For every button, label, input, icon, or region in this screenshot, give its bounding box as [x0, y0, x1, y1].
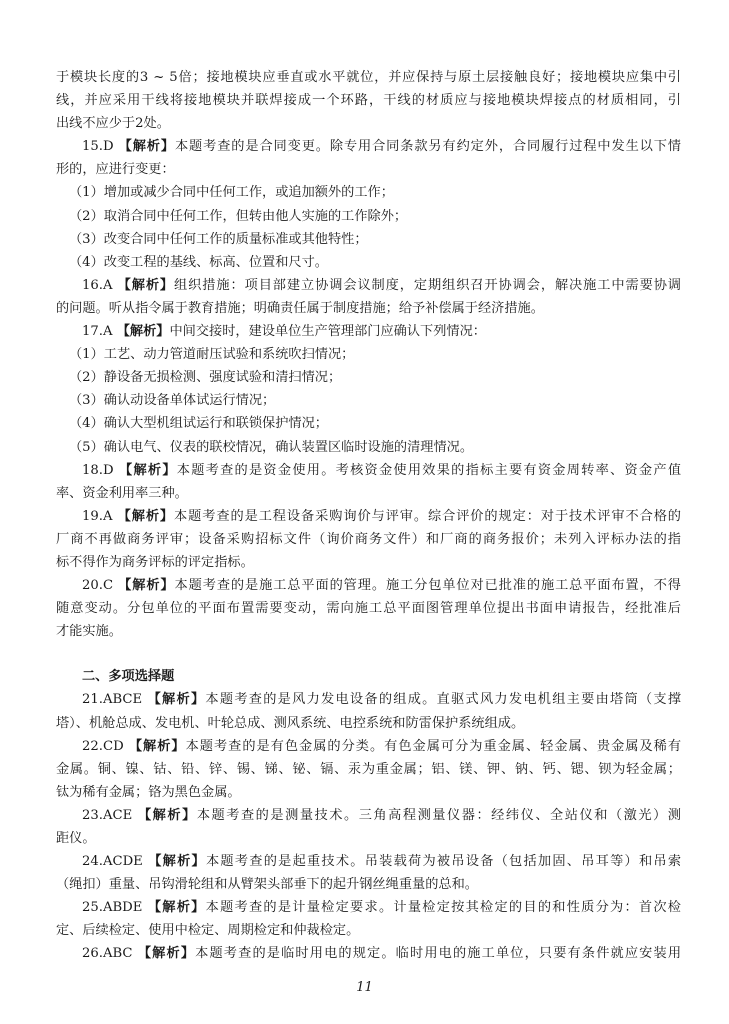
list-item: （4）确认大型机组试运行和联锁保护情况；: [69, 416, 328, 432]
text-line: 才能实施。: [56, 624, 122, 640]
text-line: 金属。铜、镍、钴、铅、锌、锡、锑、铋、镉、汞为重金属；铝、镁、钾、钠、钙、锶、钡为轻金属；: [56, 761, 681, 777]
text-line: 塔）、机舱总成、发电机、叶轮总成、测风系统、电控系统和防雷保护系统组成。: [56, 715, 525, 731]
text-line: 标不得作为商务评标的评定指标。: [56, 554, 254, 570]
list-item: （3）确认动设备单体试运行情况；: [69, 393, 276, 409]
analysis-tag: 【解析】: [128, 738, 186, 754]
list-item: （2）取消合同中任何工作，但转由他人实施的工作除外；: [69, 208, 408, 224]
answer-25: 25.ABDE 【解析】本题考查的是计量检定要求。计量检定按其检定的目的和性质分为：首次检: [82, 900, 681, 916]
text-line: 形的，应进行变更：: [56, 162, 175, 178]
list-item: （1）增加或减少合同中任何工作，或追加额外的工作；: [69, 185, 394, 201]
page-number: 11: [356, 980, 373, 995]
analysis-tag: 【解析】: [147, 692, 206, 708]
text-line: 定、后续检定、使用中检定、周期检定和仲裁检定。: [56, 923, 360, 939]
answer-23: 23.ACE 【解析】本题考查的是测量技术。三角高程测量仪器：经纬仪、全站仪和（激光）测: [82, 807, 681, 823]
text-line: 厂商不再做商务评审；设备采购招标文件（询价商务文件）和厂商的商务报价；未列入评标办法的指: [56, 531, 681, 547]
analysis-tag: 【解析】: [119, 462, 177, 478]
answer-24: 24.ACDE 【解析】本题考查的是起重技术。吊装载荷为被吊设备（包括加固、吊耳等）和吊索: [82, 854, 681, 870]
list-item: （3）改变合同中任何工作的质量标准或其他特性；: [69, 231, 368, 247]
text-line: 线，并应采用干线将接地模块并联焊接成一个环路，干线的材质应与接地模块焊接点的材质相同，引: [56, 93, 681, 109]
text-line: 的问题。听从指令属于教育措施；明确责任属于制度措施；给予补偿属于经济措施。: [56, 300, 544, 316]
analysis-tag: 【解析】: [137, 807, 197, 823]
analysis-tag: 【解析】: [147, 900, 206, 916]
list-item: （5）确认电气、仪表的联校情况，确认装置区临时设施的清理情况。: [69, 439, 474, 455]
answer-22: 22.CD 【解析】本题考查的是有色金属的分类。有色金属可分为重金属、轻金属、贵金属及稀有: [82, 738, 681, 754]
text-line: 出线不应少于2处。: [56, 116, 170, 132]
text-line: 于模块长度的3 ~ 5倍；接地模块应垂直或水平就位，并应保持与原土层接触良好；接地模块应集中引: [56, 70, 681, 85]
analysis-tag: 【解析】: [117, 277, 175, 293]
text-line: （绳扣）重量、吊钩滑轮组和从臂架头部垂下的起升钢丝绳重量的总和。: [56, 877, 478, 893]
text-line: 距仪。: [56, 831, 96, 846]
answer-20: 20.C 【解析】本题考查的是施工总平面的管理。施工分包单位对已批准的施工总平面布置，不得: [82, 578, 681, 594]
section-spacer: [56, 643, 681, 665]
answer-15: 15.D 【解析】本题考查的是合同变更。除专用合同条款另有约定外，合同履行过程中发生以下情: [82, 139, 681, 155]
answer-16: 16.A 【解析】组织措施：项目部建立协调会议制度，定期组织召开协调会，解决施工中需要协调: [82, 277, 681, 293]
analysis-tag: 【解析】: [116, 324, 170, 340]
list-item: （1）工艺、动力管道耐压试验和系统吹扫情况；: [69, 347, 355, 363]
analysis-tag: 【解析】: [148, 854, 206, 870]
section-heading: 二、多项选择题: [82, 669, 175, 685]
page-body: [56, 66, 681, 966]
answer-21: 21.ABCE 【解析】本题考查的是风力发电设备的组成。直驱式风力发电机组主要由塔筒（支撑: [82, 692, 681, 708]
answer-19: 19.A 【解析】本题考查的是工程设备采购询价与评审。综合评价的规定：对于技术评审不合格的: [82, 508, 681, 524]
analysis-tag: 【解析】: [117, 508, 175, 524]
analysis-tag: 【解析】: [118, 139, 175, 155]
answer-18: 18.D 【解析】本题考查的是资金使用。考核资金使用效果的指标主要有资金周转率、资金产值: [82, 462, 681, 478]
list-item: （4）改变工程的基线、标高、位置和尺寸。: [69, 254, 328, 270]
analysis-tag: 【解析】: [137, 946, 196, 962]
answer-26: 26.ABC 【解析】本题考查的是临时用电的规定。临时用电的施工单位，只要有条件就应安装用: [82, 946, 681, 962]
text-line: 钛为稀有金属；铬为黑色金属。: [56, 784, 241, 800]
answer-17: 17.A 【解析】中间交接时，建设单位生产管理部门应确认下列情况：: [82, 324, 486, 340]
list-item: （2）静设备无损检测、强度试验和清扫情况；: [69, 370, 342, 386]
text-line: 随意变动。分包单位的平面布置需要变动，需向施工总平面图管理单位提出书面申请报告，经批准后: [56, 601, 681, 617]
text-line: 率、资金利用率三种。: [56, 485, 188, 501]
analysis-tag: 【解析】: [118, 578, 175, 594]
